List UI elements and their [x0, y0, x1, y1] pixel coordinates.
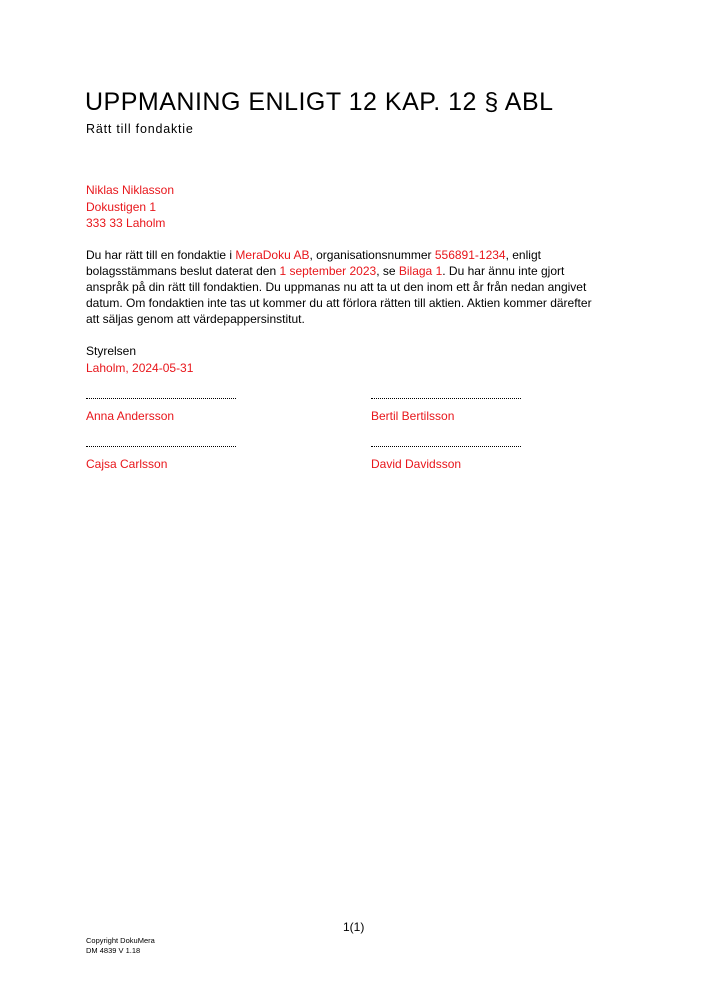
copyright-text: Copyright DokuMera	[86, 936, 155, 945]
board-label: Styrelsen	[86, 344, 137, 358]
company-name: MeraDoku AB	[235, 248, 310, 262]
recipient-street: Dokustigen 1	[86, 199, 157, 214]
signatory-name: Bertil Bertilsson	[371, 409, 455, 423]
body-text-segment: bolagsstämmans beslut daterat den	[86, 264, 280, 278]
body-line-4: datum. Om fondaktien inte tas ut kommer du att förlora rätten till aktien. Aktien kommer därefter	[86, 296, 592, 310]
body-text-segment: , organisationsnummer	[309, 248, 435, 262]
version-text: DM 4839 V 1.18	[86, 946, 141, 955]
signature-line	[86, 395, 236, 399]
org-number: 556891-1234	[434, 248, 506, 262]
body-line-3: anspråk på din rätt till fondaktien. Du uppmanas nu att ta ut den inom ett år från nedan angivet	[86, 280, 587, 294]
signature-line	[371, 395, 521, 399]
document-title: UPPMANING ENLIGT 12 KAP. 12 § ABL	[85, 88, 554, 116]
signature-block	[371, 395, 531, 423]
body-paragraph	[86, 247, 626, 327]
body-text-segment: , se	[376, 264, 399, 278]
place-date: Laholm, 2024-05-31	[86, 360, 194, 375]
signatory-name: Anna Andersson	[86, 409, 175, 423]
signature-block	[371, 443, 531, 471]
page-number: 1(1)	[343, 920, 365, 934]
recipient-name: Niklas Niklasson	[86, 183, 175, 197]
signatory-name: David Davidsson	[371, 457, 462, 471]
signatory-name: Cajsa Carlsson	[86, 457, 168, 471]
body-text-segment: . Du har ännu inte gjort	[442, 264, 565, 278]
signature-line	[371, 443, 521, 447]
body-line-2	[86, 263, 626, 279]
document-footer	[86, 936, 155, 956]
signature-block	[86, 443, 246, 471]
signature-block	[86, 395, 246, 423]
decision-date: 1 september 2023	[279, 264, 377, 278]
board-block	[86, 343, 193, 376]
recipient-postal-city: 333 33 Laholm	[86, 216, 166, 230]
signature-line	[86, 443, 236, 447]
appendix-reference: Bilaga 1	[398, 264, 443, 278]
body-line-1	[86, 247, 626, 263]
recipient-address	[86, 182, 174, 232]
body-text-segment: Du har rätt till en fondaktie i	[86, 248, 236, 262]
document-subtitle: Rätt till fondaktie	[86, 122, 194, 136]
body-text-segment: , enligt	[505, 248, 541, 262]
body-line-5: att säljas genom att värdepappersinstitut.	[86, 312, 305, 326]
